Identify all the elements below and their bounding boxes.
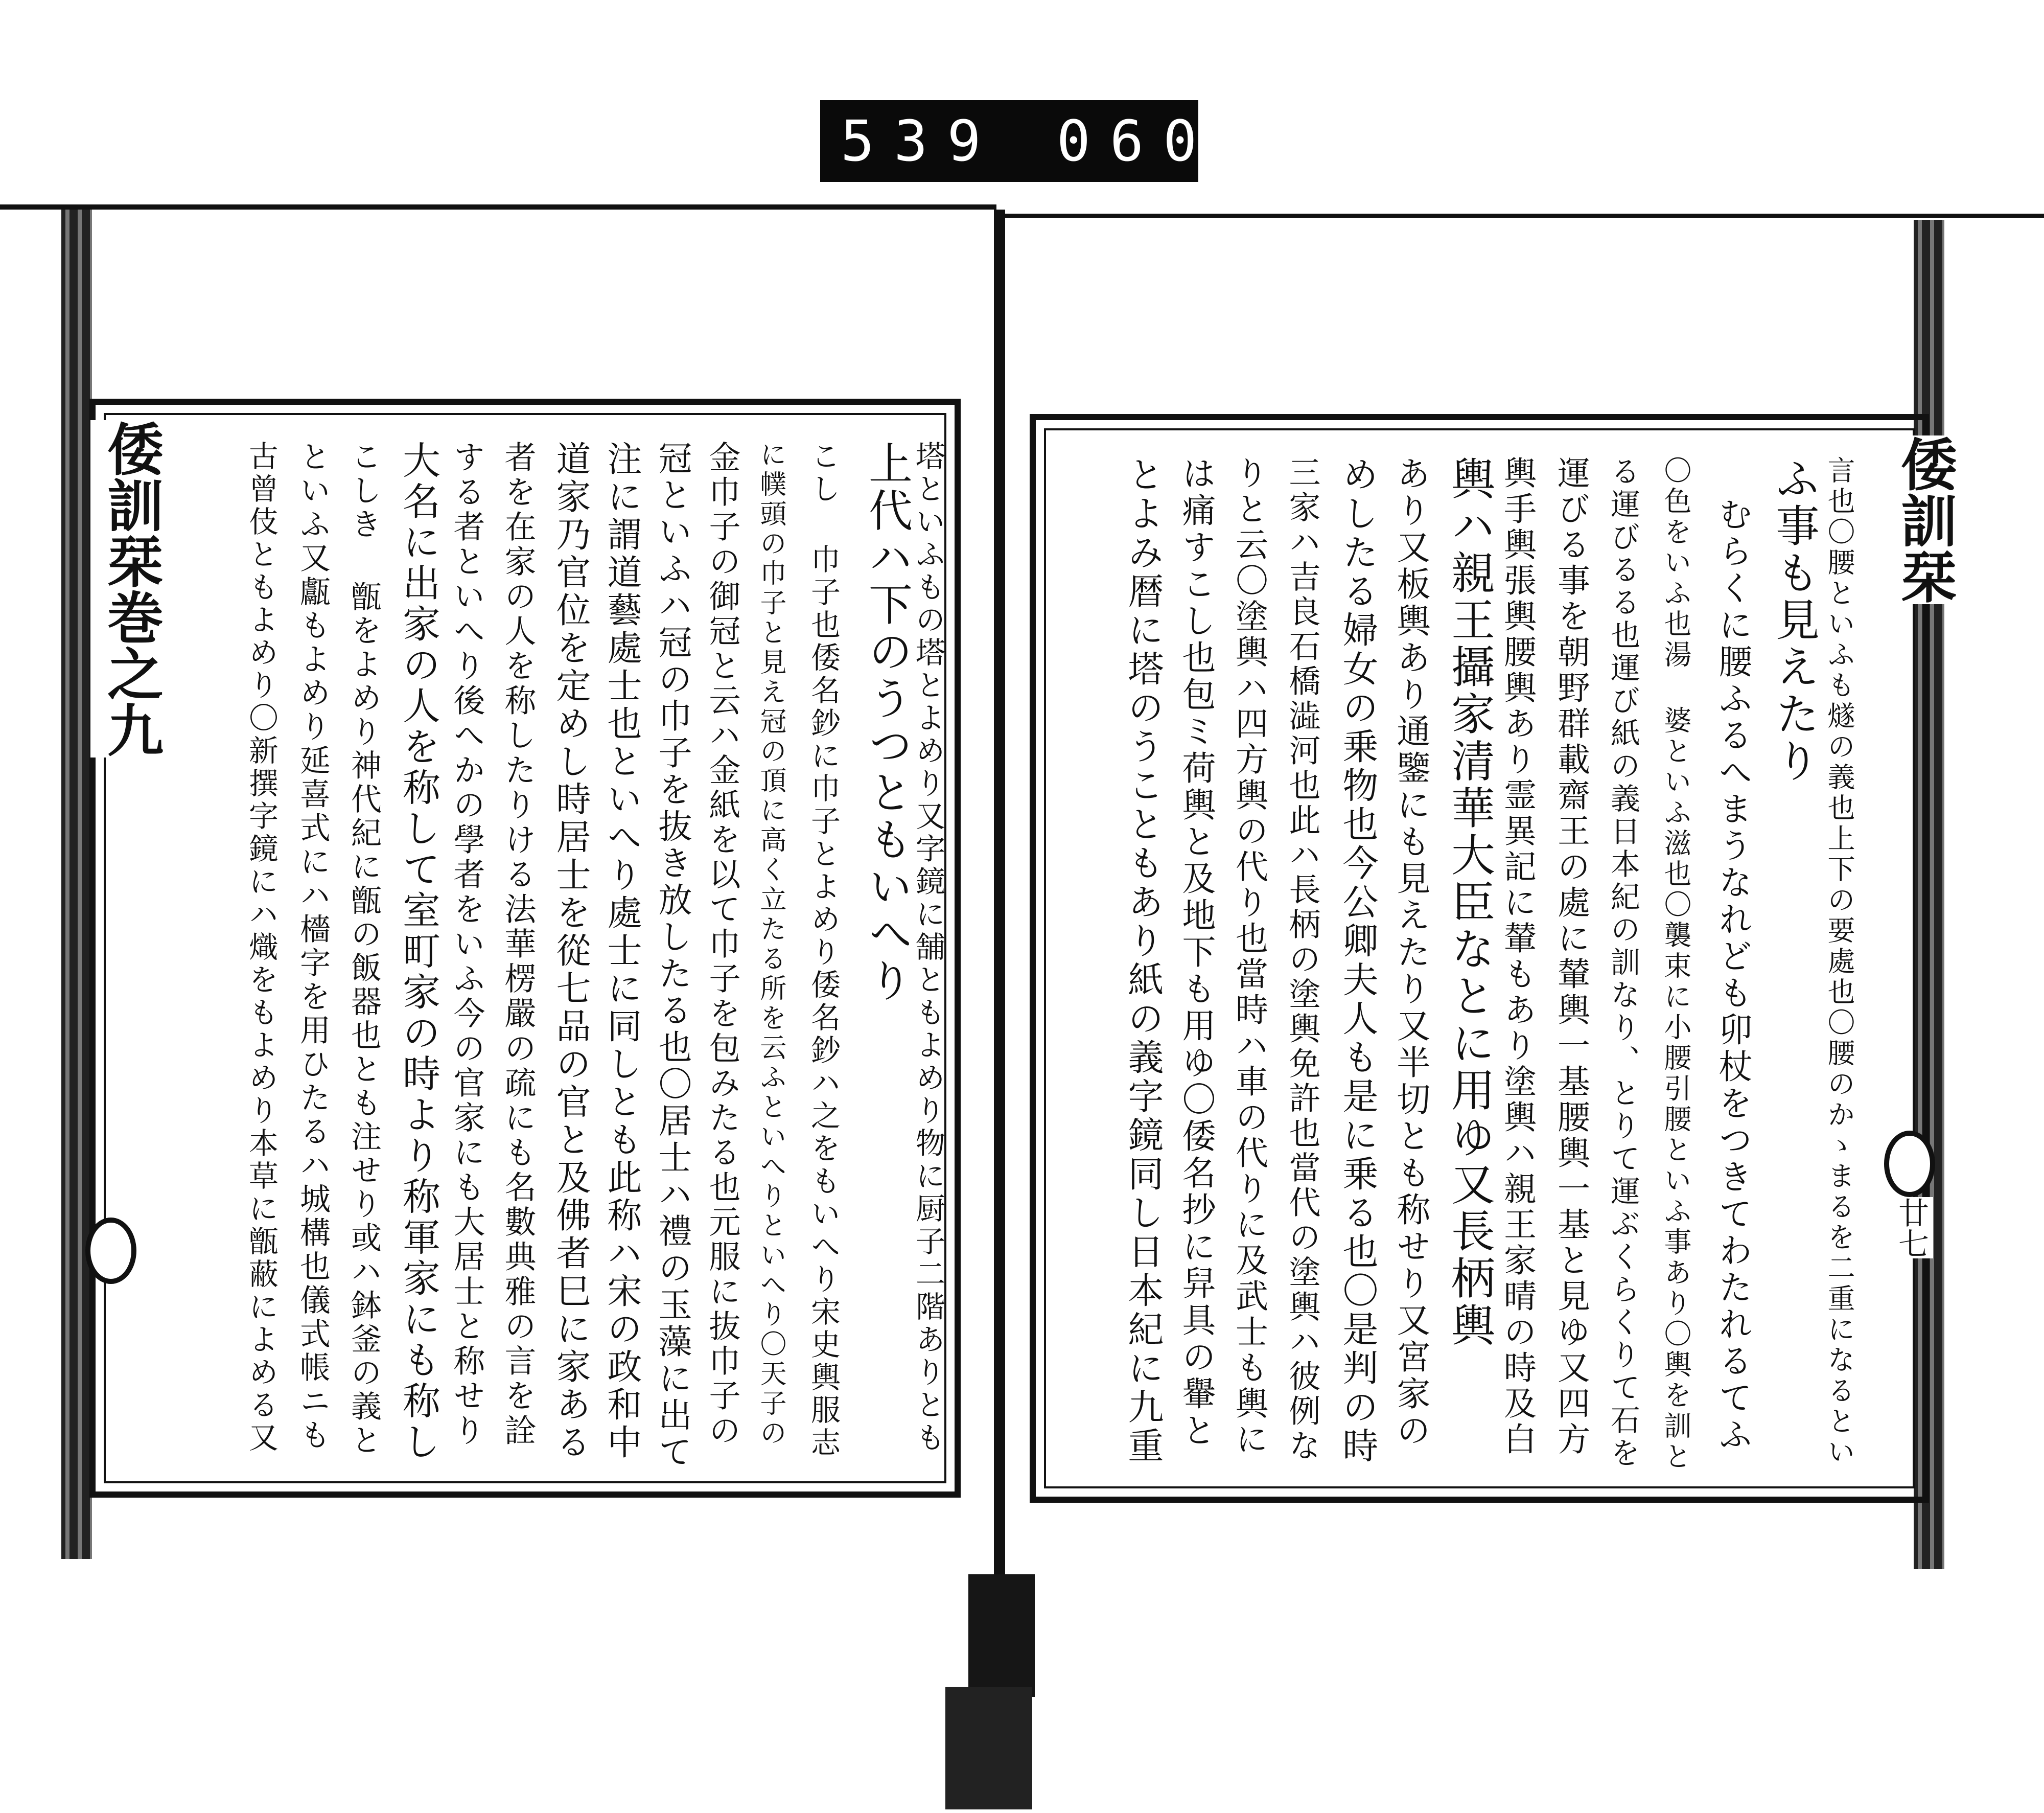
right-folio: 廿七 (1889, 1197, 1933, 1258)
right-column-11: 三家ハ吉良石橋澁河也此ハ長柄の塗輿免許也當代の塗輿ハ彼例な (1284, 456, 1321, 1464)
right-column-12: りと云〇塗輿ハ四方輿の代り也當時ハ車の代りに及武士も輿に (1230, 456, 1268, 1458)
left-column-3: こし 巾子也倭名鈔に巾子とよめり倭名鈔ハ之をもいへり宋史輿服志 (806, 441, 841, 1460)
book-spine-gutter (994, 210, 1005, 1590)
right-column-4: 〇色をいふ也湯 婆といふ滋也〇襲束に小腰引腰といふ事あり〇輿を訓と (1660, 456, 1692, 1473)
left-column-4: に幞頭の巾子と見え冠の頂に高く立たる所を云ふといへりといへり〇天子の (755, 441, 786, 1449)
right-column-10: めしたる婦女の乗物也今公卿夫人も是に乗る也〇是判の時 (1337, 456, 1379, 1466)
left-column-9: 者を在家の人を称したりける法華楞嚴の疏にも名數典雅の言を詮 (499, 441, 537, 1449)
right-page-blot-mark (1884, 1131, 1935, 1197)
binding-clamp (968, 1574, 1035, 1697)
right-column-14: とよみ暦に塔のうこともあり紙の義字鏡同し日本紀に九重 (1122, 456, 1164, 1466)
plate-left-number: 539 (841, 108, 1001, 174)
left-column-11: 大名に出家の人を称して室町家の時より称軍家にも称し (397, 441, 440, 1463)
left-column-12: こしき 甑をよめり神代紀に甑の飯器也とも注せり或ハ鉢釜の義と (346, 441, 382, 1458)
top-line-right (999, 214, 2044, 218)
left-column-5: 金巾子の御冠と云ハ金紙を以て巾子を包みたる也元服に抜巾子の (704, 441, 741, 1449)
right-column-3: むらくに腰ふるへまうなれども卯杖をつきてわたれるてふ (1713, 497, 1752, 1454)
right-page-frame (1030, 414, 1958, 1503)
top-line-left (0, 204, 996, 210)
left-column-13: といふ又甗もよめり延喜式にハ檣字を用ひたるハ城構也儀式帳ニも (295, 441, 331, 1453)
right-column-2: ふ事も見えたり (1768, 456, 1819, 785)
right-column-13: は痛すこし也包ミ荷輿と及地下も用ゆ〇倭名抄に舁具の轝と (1176, 456, 1216, 1450)
left-column-7: 注に謂道藝處士也といへり處士に同しとも此称ハ宋の政和中 (601, 441, 642, 1462)
right-column-9: あり又板輿あり通鑒にも見えたり又半切とも称せり又宮家の (1391, 456, 1430, 1450)
left-column-6: 冠といふハ冠の巾子を抜き放したる也〇居士ハ禮の玉藻に出て (653, 441, 692, 1471)
left-column-1: 塔といふもの塔とよめり又字鏡に舗ともよめり物に厨子二階ありとも (911, 441, 945, 1455)
right-column-7: 輿手輿張輿腰輿あり霊異記に輦もあり塗輿ハ親王家晴の時及白 (1498, 456, 1536, 1458)
plate-right-number: 060 (1056, 108, 1217, 174)
left-binding-edge (61, 210, 92, 1559)
left-column-2: 上代ハ下のうつともいへり (861, 441, 912, 1005)
catalog-number-plate (820, 100, 1217, 182)
left-page-blot-mark (85, 1218, 136, 1284)
left-column-8: 道家乃官位を定めし時居士を從七品の官と及佛者巳に家ある (550, 441, 591, 1462)
right-column-6: 運びる事を朝野群載齋王の處に輦輿一基腰輿一基と見ゆ又四方 (1552, 456, 1590, 1458)
right-running-title: 倭訓栞 (1884, 435, 1965, 604)
left-running-title: 倭訓栞巻之九 (90, 420, 171, 758)
left-page-frame (89, 399, 961, 1498)
left-column-10: する者といへり後へかの學者をいふ今の官家にも大居士と称せり (448, 441, 485, 1449)
right-column-8: 輿ハ親王攝家清華大臣なとに用ゆ又長柄輿 (1444, 456, 1495, 1349)
left-column-14: 古曾伎ともよめり〇新撰字鏡にハ熾をもよめり本草に甑蔽によめる又 (244, 441, 278, 1455)
right-column-1: 言也〇腰といふも燧の義也上下の要處也〇腰のかゝまるを二重になるとい (1823, 456, 1855, 1468)
binding-clamp-lower (945, 1687, 1032, 1809)
right-column-5: る運びるる也運び紙の義日本紀の訓なり、とりて運ぶくらくりて石を (1606, 456, 1640, 1470)
